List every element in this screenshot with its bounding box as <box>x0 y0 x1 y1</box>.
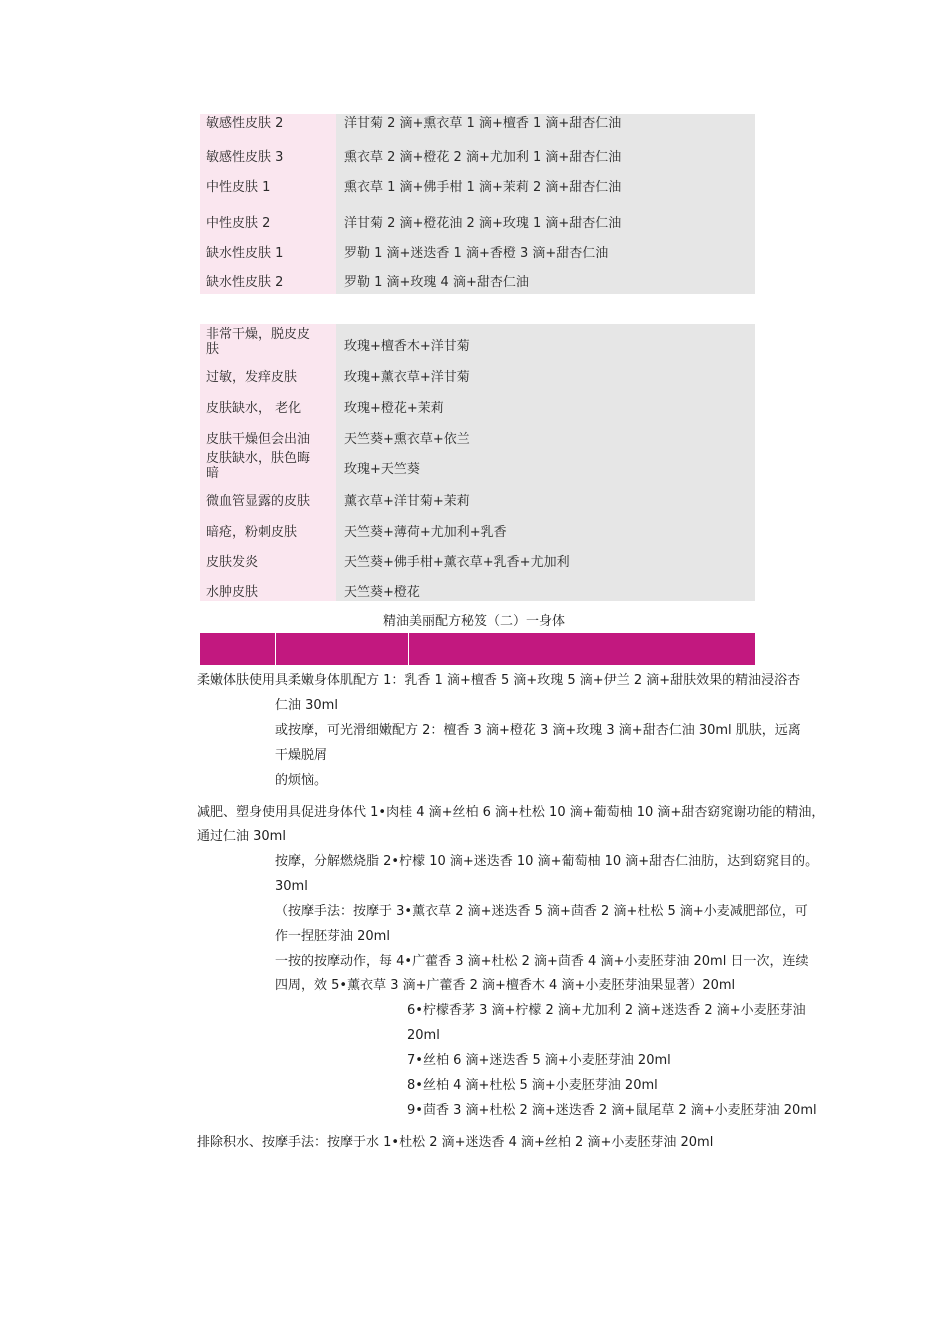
header-cell <box>276 633 409 665</box>
body-line: （按摩手法：按摩于 3•薰衣草 2 滴+迷迭香 5 滴+茴香 2 滴+杜松 5 滴+小麦减肥部位，可 <box>275 904 808 919</box>
recipe-cell: 罗勒 1 滴+玫瑰 4 滴+甜杏仁油 <box>336 268 755 294</box>
table-row <box>200 486 755 517</box>
skin-type-line: 肤 <box>206 342 220 357</box>
recipe-cell: 玫瑰+檀香木+洋甘菊 <box>336 324 755 362</box>
body-line: 或按摩，可光滑细嫩配方 2：檀香 3 滴+橙花 3 滴+玫瑰 3 滴+甜杏仁油 30ml 肌肤，远离 <box>275 723 801 738</box>
table-row <box>200 548 755 577</box>
skin-type-cell: 敏感性皮肤 2 <box>200 114 336 146</box>
recipe-cell: 玫瑰+橙花+茉莉 <box>336 393 755 424</box>
table-row <box>200 114 755 146</box>
skin-type-cell: 中性皮肤 2 <box>200 206 336 240</box>
body-line: 减肥、塑身使用具促进身体代 1•肉桂 4 滴+丝柏 6 滴+杜松 10 滴+葡萄柚 10 滴+甜杏窈窕谢功能的精油， <box>197 805 825 820</box>
body-line: 的烦恼。 <box>275 773 328 788</box>
recipe-cell: 熏衣草 1 滴+佛手柑 1 滴+茉莉 2 滴+甜杏仁油 <box>336 176 755 206</box>
table-row <box>200 393 755 424</box>
recipe-cell: 薰衣草+洋甘菊+茉莉 <box>336 486 755 517</box>
body-line: 7•丝柏 6 滴+迷迭香 5 滴+小麦胚芽油 20ml <box>407 1053 671 1068</box>
recipe-cell: 罗勒 1 滴+迷迭香 1 滴+香橙 3 滴+甜杏仁油 <box>336 240 755 268</box>
body-line: 排除积水、按摩手法：按摩于水 1•杜松 2 滴+迷迭香 4 滴+丝柏 2 滴+小麦胚芽油 20ml <box>197 1135 714 1150</box>
recipe-table-1 <box>200 114 755 294</box>
table-row <box>200 577 755 601</box>
body-line: 9•茴香 3 滴+杜松 2 滴+迷迭香 2 滴+鼠尾草 2 滴+小麦胚芽油 20ml <box>407 1103 817 1118</box>
skin-type-line: 皮肤缺水，肤色晦 <box>206 451 311 466</box>
recipe-cell: 天竺葵+佛手柑+薰衣草+乳香+尤加利 <box>336 548 755 577</box>
skin-type-cell: 缺水性皮肤 2 <box>200 268 336 294</box>
table-row <box>200 324 755 362</box>
body-line: 一按的按摩动作，每 4•广藿香 3 滴+杜松 2 滴+茴香 4 滴+小麦胚芽油 20ml 日一次，连续 <box>275 954 809 969</box>
skin-type-cell: 中性皮肤 1 <box>200 176 336 206</box>
skin-type-cell: 皮肤发炎 <box>200 548 336 577</box>
skin-type-line: 非常干燥，脱皮皮 <box>206 327 311 342</box>
header-cell <box>409 633 755 665</box>
body-line: 30ml <box>275 879 308 894</box>
body-line: 作一捏胚芽油 20ml <box>275 929 390 944</box>
table-row <box>200 146 755 176</box>
table-row <box>200 176 755 206</box>
recipe-cell: 天竺葵+熏衣草+依兰 <box>336 424 755 448</box>
recipe-table-2 <box>200 324 755 601</box>
table-row <box>200 424 755 448</box>
skin-type-cell: 水肿皮肤 <box>200 577 336 601</box>
table-row <box>200 206 755 240</box>
body-line: 8•丝柏 4 滴+杜松 5 滴+小麦胚芽油 20ml <box>407 1078 658 1093</box>
body-line: 按摩，分解燃烧脂 2•柠檬 10 滴+迷迭香 10 滴+葡萄柚 10 滴+甜杏仁油肪，达到窈窕目的。 <box>275 854 819 869</box>
section-caption: 精油美丽配方秘笈（二）一身体 <box>383 614 566 629</box>
table-row <box>200 240 755 268</box>
body-line: 柔嫩体肤使用具柔嫩身体肌配方 1：乳香 1 滴+檀香 5 滴+玫瑰 5 滴+伊兰 2 滴+甜肤效果的精油浸浴杏 <box>197 673 801 688</box>
table-header-bar <box>200 633 755 665</box>
body-line: 仁油 30ml <box>275 698 338 713</box>
skin-type-cell: 缺水性皮肤 1 <box>200 240 336 268</box>
recipe-cell: 天竺葵+橙花 <box>336 577 755 601</box>
skin-type-cell: 微血管显露的皮肤 <box>200 486 336 517</box>
table-row <box>200 362 755 393</box>
skin-type-cell <box>200 448 336 486</box>
body-line: 20ml <box>407 1028 440 1043</box>
skin-type-cell: 皮肤缺水， 老化 <box>200 393 336 424</box>
recipe-cell: 玫瑰+天竺葵 <box>336 448 755 486</box>
recipe-cell: 熏衣草 2 滴+橙花 2 滴+尤加利 1 滴+甜杏仁油 <box>336 146 755 176</box>
table-row <box>200 517 755 548</box>
skin-type-cell: 暗疮，粉刺皮肤 <box>200 517 336 548</box>
body-line: 6•柠檬香茅 3 滴+柠檬 2 滴+尤加利 2 滴+迷迭香 2 滴+小麦胚芽油 <box>407 1003 806 1018</box>
skin-type-cell <box>200 324 336 362</box>
skin-type-cell: 过敏，发痒皮肤 <box>200 362 336 393</box>
table-row <box>200 448 755 486</box>
recipe-cell: 洋甘菊 2 滴+橙花油 2 滴+玫瑰 1 滴+甜杏仁油 <box>336 206 755 240</box>
recipe-cell: 玫瑰+薰衣草+洋甘菊 <box>336 362 755 393</box>
skin-type-line: 暗 <box>206 466 220 481</box>
skin-type-cell: 皮肤干燥但会出油 <box>200 424 336 448</box>
recipe-cell: 洋甘菊 2 滴+熏衣草 1 滴+檀香 1 滴+甜杏仁油 <box>336 114 755 146</box>
table-row <box>200 268 755 294</box>
body-line: 通过仁油 30ml <box>197 829 286 844</box>
body-line: 四周，效 5•薰衣草 3 滴+广藿香 2 滴+檀香木 4 滴+小麦胚芽油果显著）20ml <box>275 978 736 993</box>
skin-type-cell: 敏感性皮肤 3 <box>200 146 336 176</box>
body-line: 干燥脱屑 <box>275 748 328 763</box>
recipe-cell: 天竺葵+薄荷+尤加利+乳香 <box>336 517 755 548</box>
header-cell <box>200 633 276 665</box>
